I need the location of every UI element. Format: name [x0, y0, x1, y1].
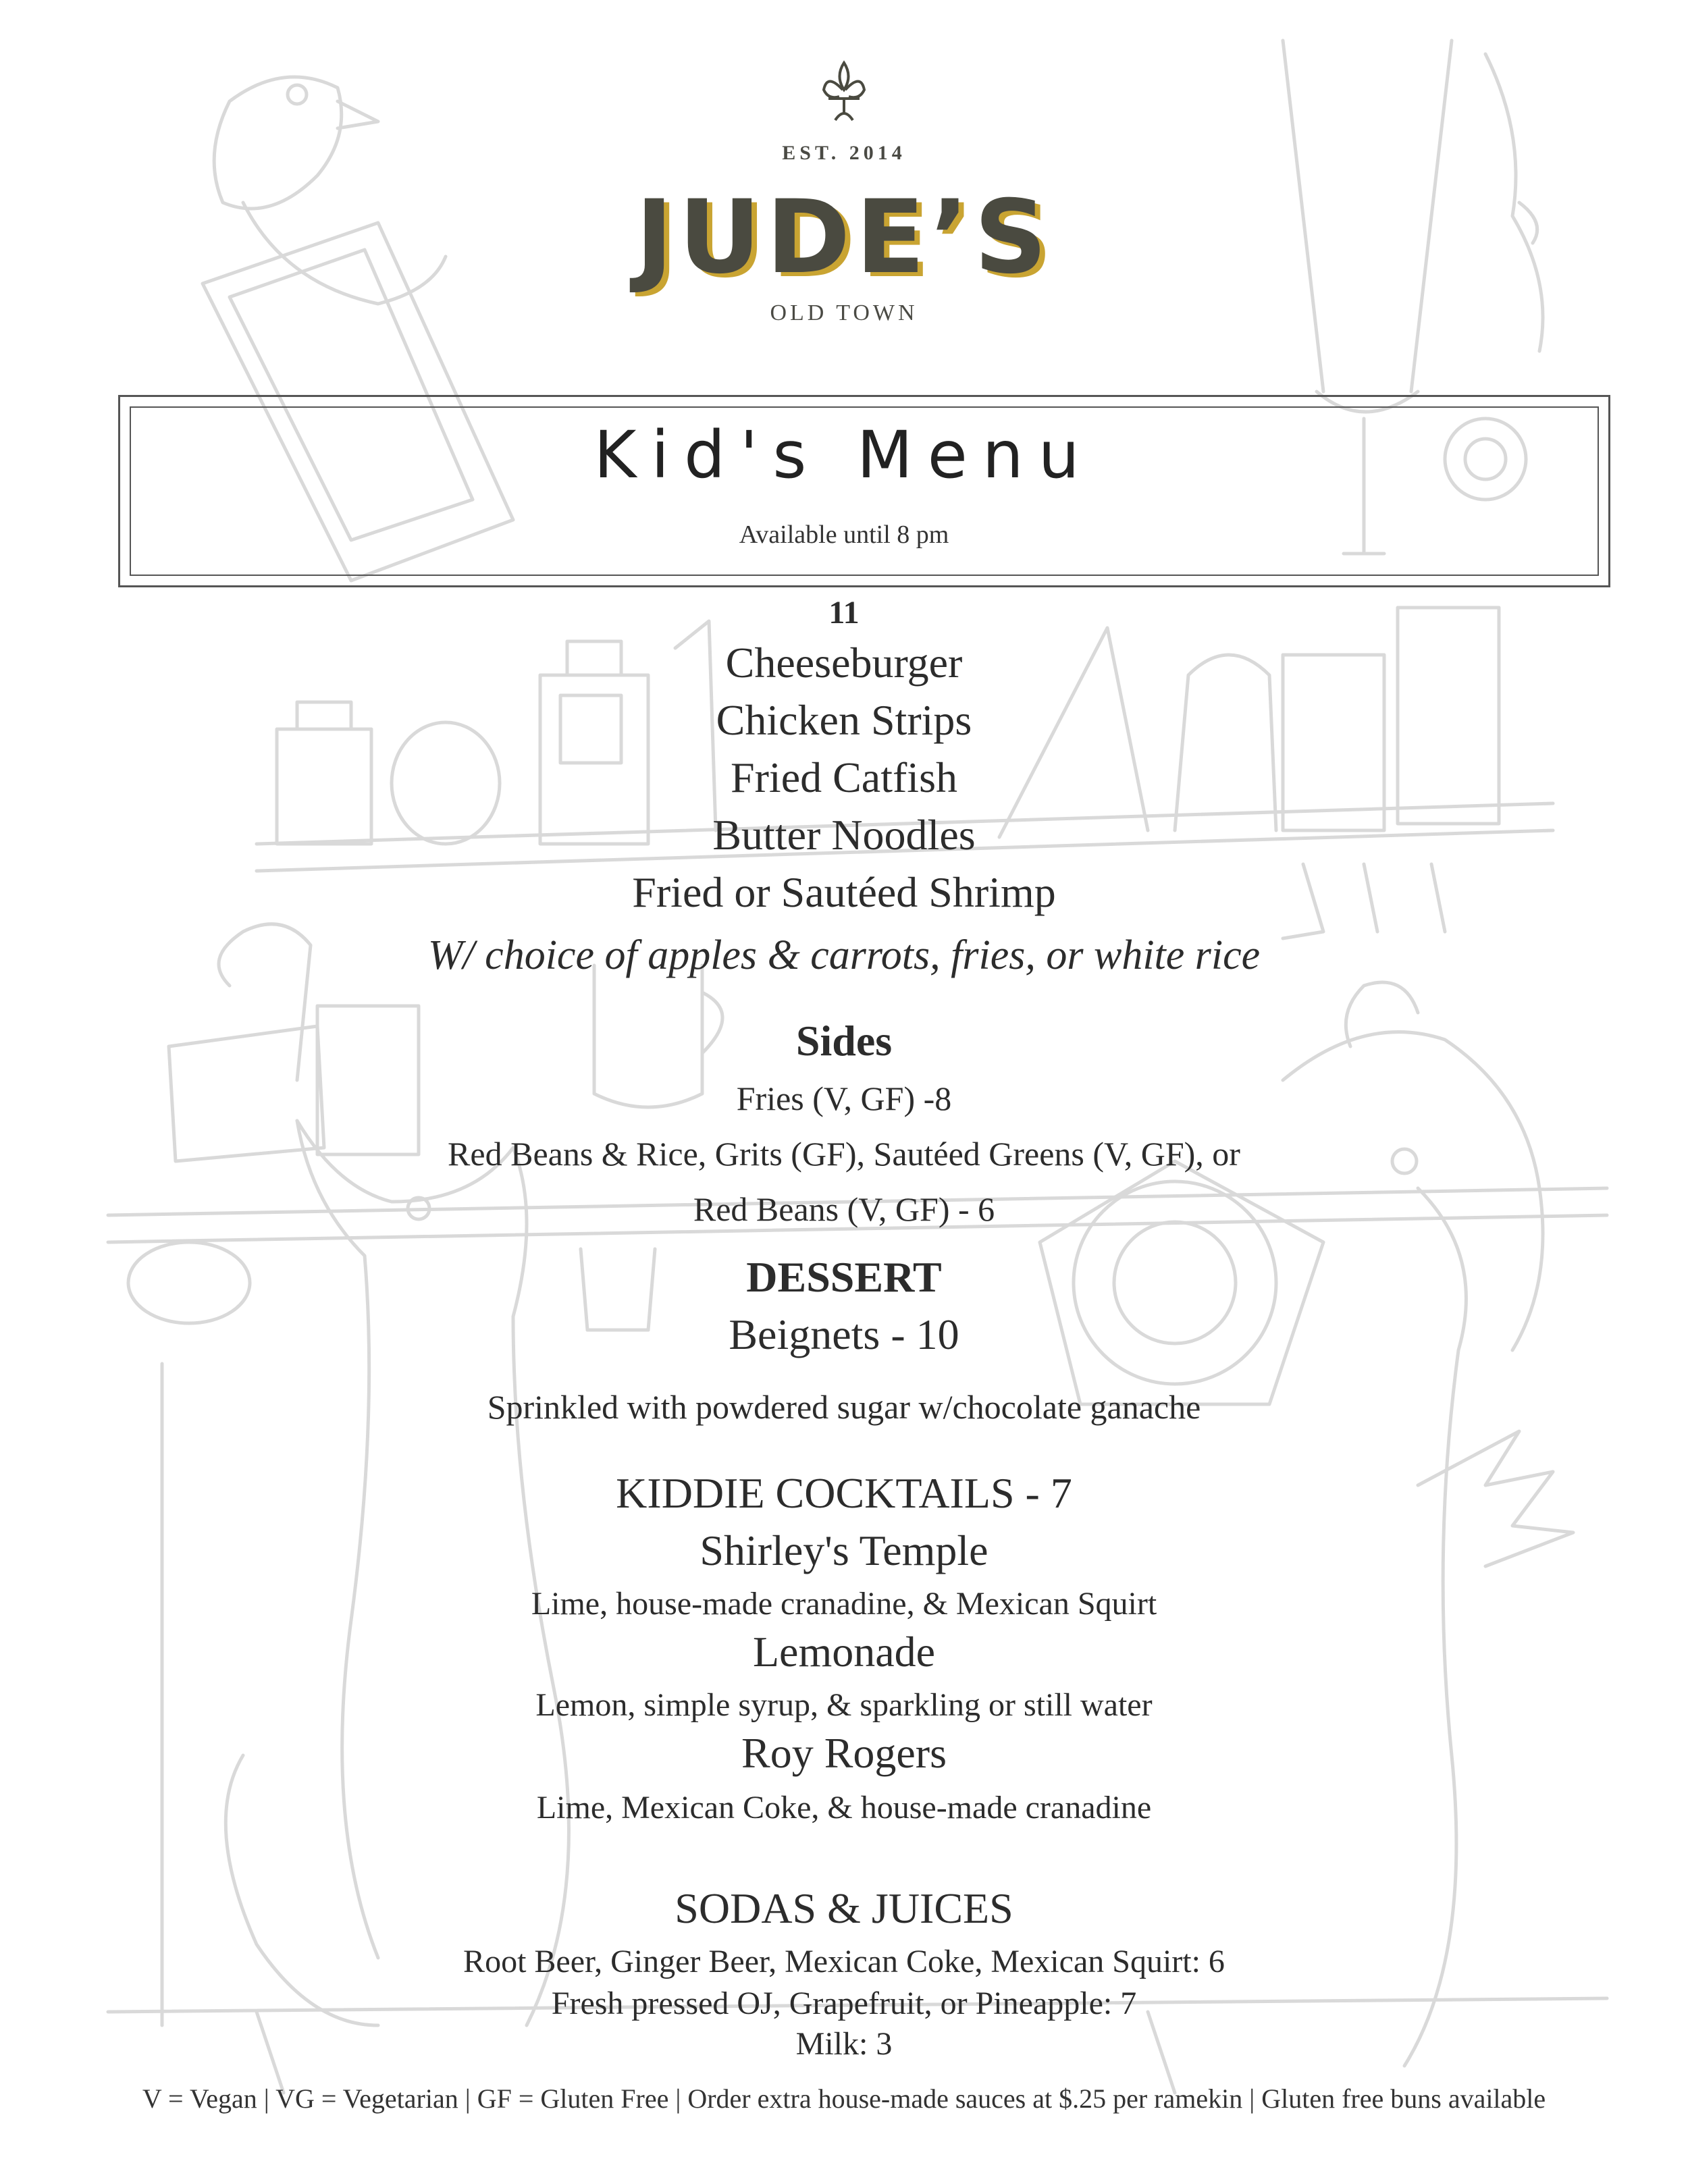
footer-legend: V = Vegan | VG = Vegetarian | GF = Gluten Free | Order extra house-made sauces at $.25 per ramekin | Gluten free buns available: [142, 2083, 1546, 2114]
entree-item: Fried Catfish: [731, 753, 957, 801]
location-label: OLD TOWN: [770, 300, 918, 325]
sodas-line: Fresh pressed OJ, Grapefruit, or Pineapple: 7: [551, 1986, 1137, 2021]
dessert-description: Sprinkled with powdered sugar w/chocolate ganache: [487, 1388, 1201, 1426]
entree-choice-note: W/ choice of apples & carrots, fries, or white rice: [427, 932, 1261, 978]
availability-note: Available until 8 pm: [739, 521, 949, 549]
entree-item: Chicken Strips: [716, 696, 972, 744]
cocktail-description: Lime, house-made cranadine, & Mexican Squirt: [531, 1586, 1157, 1622]
sides-line: Red Beans (V, GF) - 6: [693, 1190, 995, 1228]
sodas-line: Milk: 3: [795, 2026, 893, 2062]
entree-item: Butter Noodles: [712, 811, 976, 859]
sodas-line: Root Beer, Ginger Beer, Mexican Coke, Mexican Squirt: 6: [463, 1944, 1225, 1979]
entree-price: 11: [828, 595, 860, 631]
cocktail-description: Lemon, simple syrup, & sparkling or still water: [535, 1687, 1153, 1723]
fleur-de-lis-icon: [820, 59, 868, 124]
cocktail-description: Lime, Mexican Coke, & house-made cranadine: [536, 1790, 1152, 1826]
cocktail-name: Shirley's Temple: [700, 1526, 988, 1574]
sodas-heading: SODAS & JUICES: [675, 1884, 1013, 1932]
dessert-heading: DESSERT: [746, 1253, 942, 1301]
entree-item: Fried or Sautéed Shrimp: [632, 868, 1056, 916]
sides-line: Fries (V, GF) -8: [736, 1080, 952, 1117]
sides-line: Red Beans & Rice, Grits (GF), Sautéed Greens (V, GF), or: [448, 1135, 1240, 1173]
cocktail-name: Roy Rogers: [741, 1729, 947, 1777]
established-label: EST. 2014: [782, 142, 906, 164]
menu-title: Kid's Menu: [594, 417, 1094, 493]
brand-name: JUDE’S: [635, 179, 1053, 296]
entree-item: Cheeseburger: [725, 639, 963, 687]
dessert-item: Beignets - 10: [729, 1310, 959, 1358]
sides-heading: Sides: [795, 1017, 893, 1065]
cocktail-name: Lemonade: [752, 1628, 936, 1676]
cocktails-heading: KIDDIE COCKTAILS - 7: [616, 1469, 1072, 1517]
